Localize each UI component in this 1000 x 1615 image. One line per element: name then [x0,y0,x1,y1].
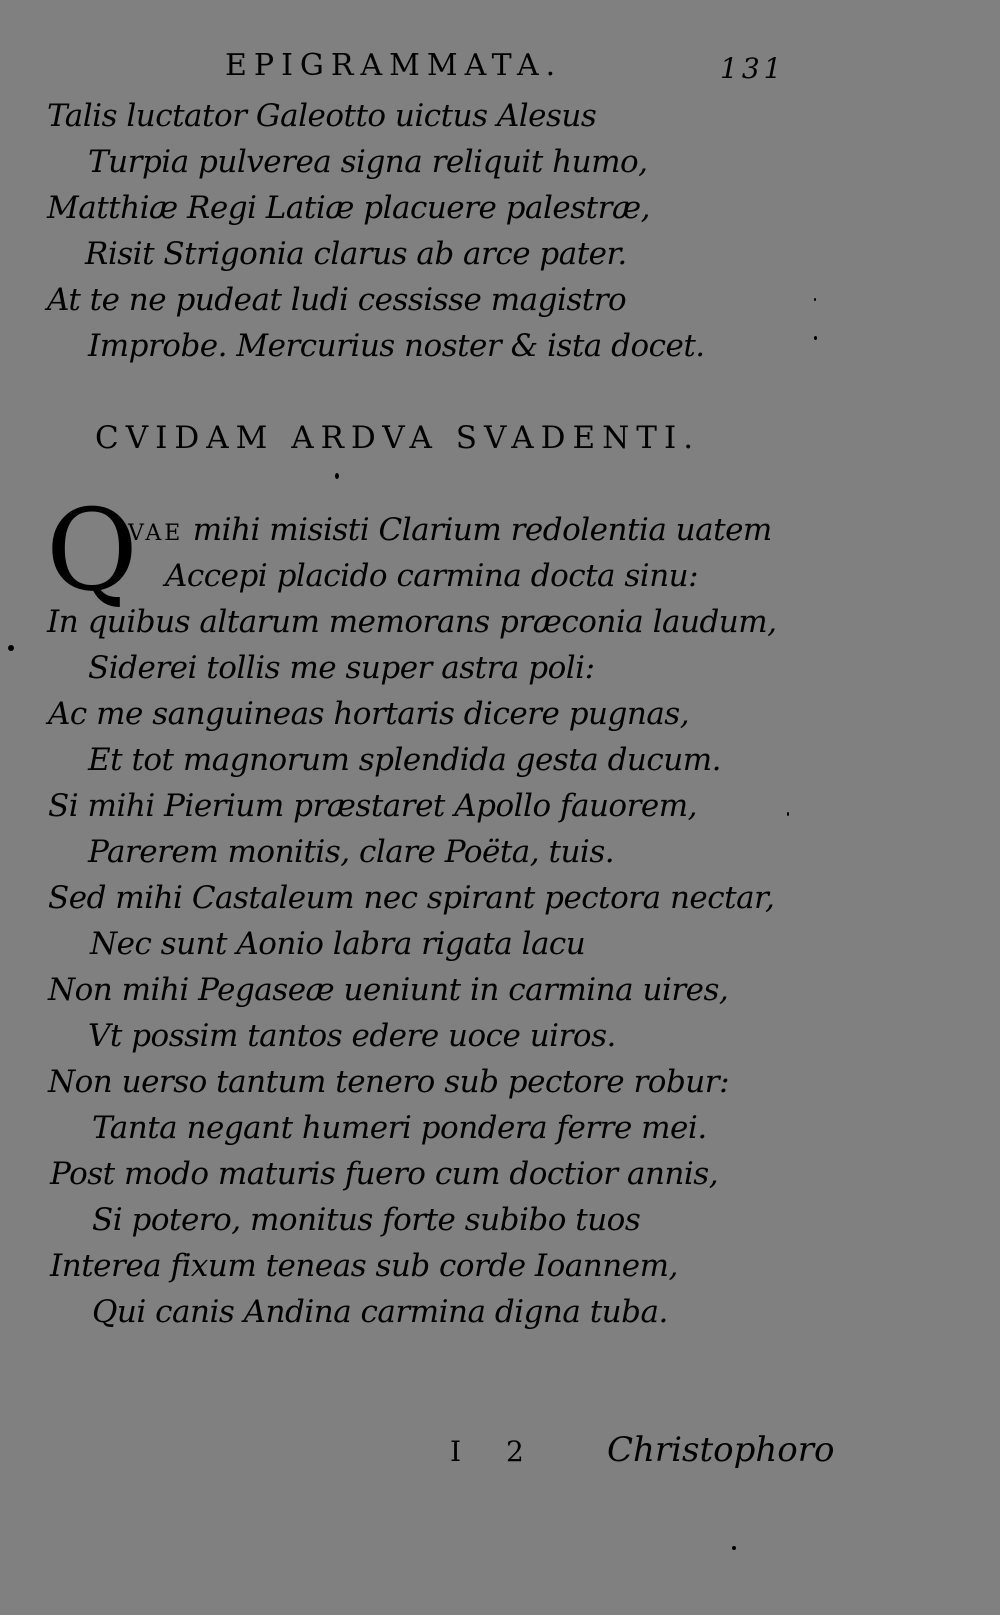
poem1-line: Talis luctator Galeotto uictus Alesus [47,98,597,134]
poem2-line: Accepi placido carmina docta sinu: [165,558,699,594]
ink-speck [787,812,789,816]
poem2-line: Non uerso tantum tenero sub pectore robur: [48,1064,730,1100]
poem2-line: In quibus altarum memorans præconia laudum, [47,604,777,640]
poem1-line: Matthiæ Regi Latiæ placuere palestræ, [47,190,650,226]
running-title: EPIGRAMMATA. [225,48,563,83]
first-line-text: mihi misisti Clarium redolentia uatem [192,512,772,548]
poem2-line: Nec sunt Aonio labra rigata lacu [90,926,586,962]
poem2-line: Interea fixum teneas sub corde Ioannem, [50,1248,678,1284]
ink-speck [335,473,339,479]
catchword: Christophoro [607,1430,835,1470]
poem2-line: Si mihi Pierium præstaret Apollo fauorem, [48,788,697,824]
ink-speck [814,336,817,340]
poem2-line: Et tot magnorum splendida gesta ducum. [88,742,721,778]
poem2-line: Non mihi Pegaseæ ueniunt in carmina uires, [48,972,729,1008]
poem-title: CVIDAM ARDVA SVADENTI. [95,420,701,456]
poem1-line: Risit Strigonia clarus ab arce pater. [85,236,627,272]
first-line-smallcaps: VAE [128,521,184,546]
poem1-line: At te ne pudeat ludi cessisse magistro [47,282,627,318]
ink-speck [732,1546,736,1550]
ink-speck [814,298,816,301]
poem2-first-line [128,512,772,548]
poem2-line: Vt possim tantos edere uoce uiros. [88,1018,616,1054]
poem2-line: Tanta negant humeri pondera ferre mei. [92,1110,707,1146]
poem1-line: Turpia pulverea signa reliquit humo, [88,144,648,180]
poem2-line: Parerem monitis, clare Poëta, tuis. [88,834,615,870]
poem2-line: Siderei tollis me super astra poli: [88,650,595,686]
ink-speck [8,645,14,651]
poem2-line: Ac me sanguineas hortaris dicere pugnas, [48,696,690,732]
page-number: 131 [720,52,786,85]
poem2-line: Si potero, monitus forte subibo tuos [92,1202,641,1238]
signature-mark: I 2 [450,1435,542,1468]
drop-cap: Q [46,486,138,616]
poem2-line: Sed mihi Castaleum nec spirant pectora nectar, [48,880,775,916]
poem2-line: Post modo maturis fuero cum doctior annis, [50,1156,719,1192]
poem2-line: Qui canis Andina carmina digna tuba. [92,1294,668,1330]
poem1-line: Improbe. Mercurius noster & ista docet. [88,328,705,364]
